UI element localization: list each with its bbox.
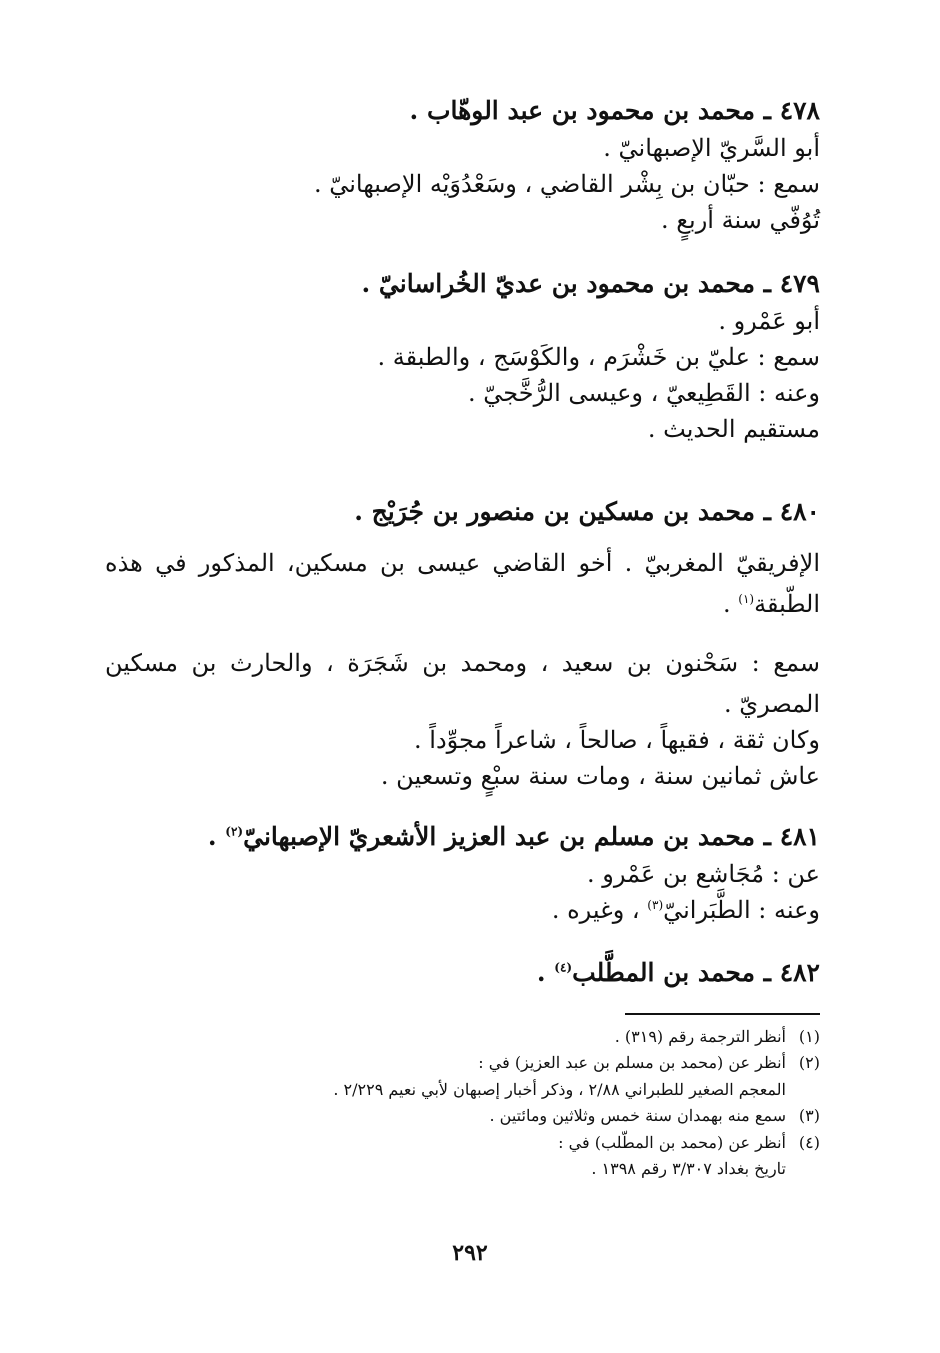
footnote-text: تاريخ بغداد ٣/٣٠٧ رقم ١٣٩٨ . (591, 1158, 786, 1178)
footnote-number: (١) (798, 1027, 820, 1046)
entry-481 (110, 818, 820, 928)
entry-480 (110, 493, 820, 531)
footnote-body (120, 1130, 786, 1183)
footnote-3 (120, 1103, 820, 1129)
entry-line: تُوُفّي سنة أربعٍ . (661, 205, 820, 234)
entry-line: سمع : عليّ بن خَشْرَم ، والكَوْسَج ، والطبقة . (377, 342, 820, 371)
footnote-1 (120, 1024, 820, 1050)
entry-line: مستقيم الحديث . (647, 414, 820, 443)
footnote-text: أنظر عن (محمد بن مسلم بن عبد العزيز) في : (478, 1053, 786, 1073)
entry-line: أبو السَّريّ الإصبهانيّ . (603, 133, 820, 162)
footnote-body (120, 1050, 786, 1103)
footnote-body (120, 1103, 786, 1129)
footnote-2 (120, 1050, 820, 1103)
entry-480-paragraph-1 (105, 543, 820, 625)
footnote-text: أنظر الترجمة رقم (٣١٩) . (614, 1027, 786, 1046)
paragraph-end: . (722, 589, 739, 618)
entry-line: وعنه : القَطِيعيّ ، وعيسى الرُّخَّجيّ . (467, 378, 820, 407)
entry-line: عاش ثمانين سنة ، ومات سنة سبْعٍ وتسعين . (380, 762, 820, 790)
footnote-number: (٢) (798, 1053, 820, 1073)
entry-heading: ٤٧٨ ـ محمد بن محمود بن عبد الوهّاب . (409, 96, 820, 125)
entry-heading: ٤٨٠ ـ محمد بن مسكين بن منصور بن جُرَيْج . (354, 497, 820, 526)
footnote-text: أنظر عن (محمد بن المطّلب) في : (558, 1132, 786, 1152)
entry-heading: ٤٧٩ ـ محمد بن محمود بن عديّ الخُراسانيّ . (361, 269, 820, 298)
entry-line: سمع : حبّان بن بِشْر القاضي ، وسَعْدُوَيْه الإصبهانيّ . (313, 169, 820, 198)
entry-heading (110, 818, 820, 856)
footnote-separator (625, 1013, 820, 1015)
entry-line: عن : مُجَاشع بن عَمْرو . (587, 859, 820, 888)
footnote-text: سمع منه بهمدان سنة خمس وثلاثين ومائتين . (489, 1106, 786, 1126)
paragraph-text: سمع : سَحْنون بن سعيد ، ومحمد بن شَجَرَة ، والحارث بن مسكين المصريّ . (105, 649, 820, 718)
footnote-number: (٣) (798, 1106, 820, 1126)
entry-480-paragraph-2 (105, 643, 820, 725)
entry-478 (110, 92, 820, 238)
entry-line: وكان ثقة ، فقيهاً ، صالحاً ، شاعراً مجوِّداً . (414, 726, 820, 754)
footnote-4 (120, 1130, 820, 1183)
footnote-body (120, 1024, 786, 1050)
line-text: وعنه : الطَّبَرانيّ (663, 895, 820, 924)
entry-heading (110, 954, 820, 992)
footnote-text: المعجم الصغير للطبراني ٢/٨٨ ، وذكر أخبار إصبهان لأبي نعيم ٢/٢٢٩ . (333, 1079, 786, 1099)
page-number: ٢٩٢ (452, 1240, 488, 1266)
footnote-ref: (١) (738, 591, 755, 606)
paragraph-text: الإفريقيّ المغربيّ . أخو القاضي عيسى بن مسكين، المذكور في هذه الطّبقة (105, 549, 820, 618)
footnote-ref: (٢) (225, 824, 244, 839)
line-text: ، وغيره . (551, 895, 648, 924)
footnote-ref: (٤) (554, 960, 573, 975)
heading-text: ٤٨٢ ـ محمد بن المطَّلب (572, 958, 820, 987)
heading-text: ٤٨١ ـ محمد بن مسلم بن عبد العزيز الأشعريّ الإصبهانيّ (243, 822, 820, 851)
footnotes (120, 1024, 820, 1182)
heading-end: . (536, 958, 555, 987)
heading-end: . (207, 822, 226, 851)
entry-479 (110, 265, 820, 447)
entry-line: أبو عَمْرو . (718, 306, 820, 335)
footnote-ref: (٣) (647, 897, 664, 912)
footnote-number: (٤) (798, 1132, 820, 1152)
entry-482 (110, 954, 820, 992)
entry-line (110, 892, 820, 928)
entry-480-tail (110, 722, 820, 794)
